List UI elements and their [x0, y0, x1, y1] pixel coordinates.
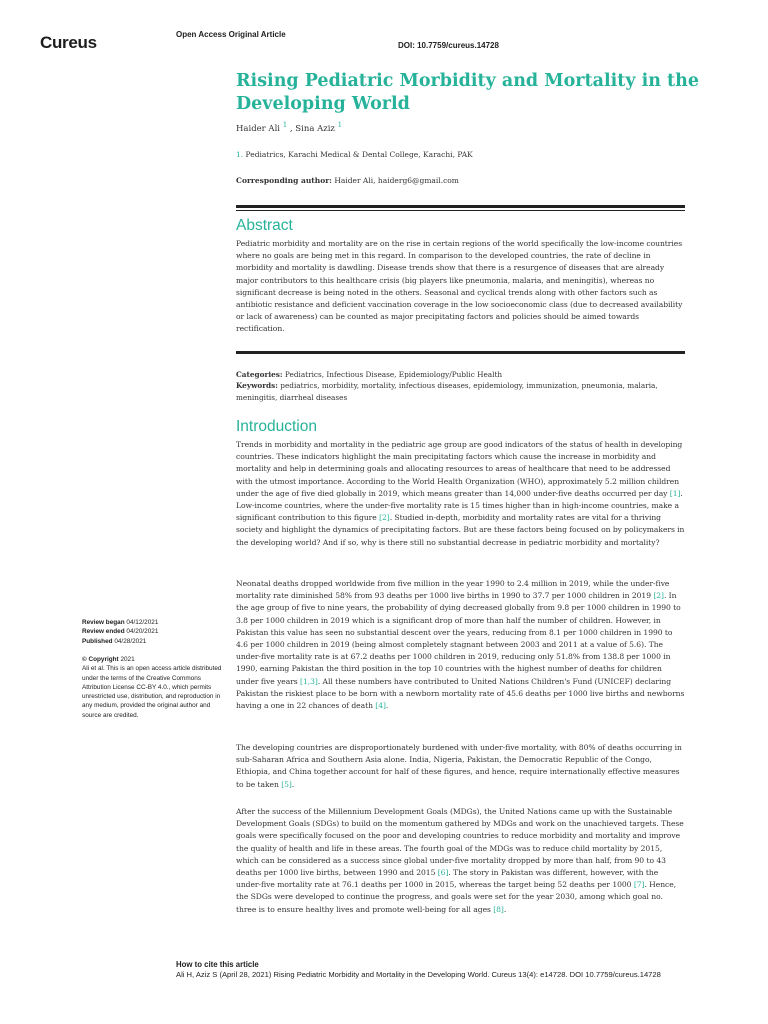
paragraph: Trends in morbidity and mortality in the pediatric age group are good indicators of the status of health in developing countries. These indicators highlight the main precipitating factors which cause the increase in morbidity and mortality and help in determining goals and allocating resources to areas of healthcare that need to be addressed with the utmost importance. According to the World Health Organization (WHO), approximately 5.2 million children under the age of five died globally in 2019, which means greater than 14,000 under-five deaths occurred per day [1]. Low-income countries, where the under-five mortality rate is 15 times higher than in high-income countries, make a significant contribution to this figure [2]. Studied in-depth, morbidity and mortality rates are vital for a thriving society and highlight the dynamics of precipitating factors. But are these factors being focused on by policymakers in the developing world? And if so, why is there still no substantial decrease in pediatric morbidity and mortality?: [236, 440, 685, 547]
reference-link[interactable]: [1,3]: [300, 676, 318, 686]
published-date: 04/28/2021: [114, 637, 147, 645]
paragraph: After the success of the Millennium Development Goals (MDGs), the United Nations came up with the Sustainable Development Goals (SDGs) to build on the momentum gathered by MDGs and work on the unachieved targets. These goals were specifically focused on the poor and developing countries to reduce morbidity and mortality and improve the quality of health and life in these areas. The fourth goal of the MDGs was to reduce child mortality by 2015, which can be considered as a success since global under-five mortality dropped by more than half, from 90 to 43 deaths per 1000 live births, between 1990 and 2015 [6]. The story in Pakistan was different, however, with the under-five mortality rate at 76.1 deaths per 1000 in 2015, whereas the target being 52 deaths per 1000 [7]. Hence, the SDGs were developed to continue the progress, and goals were set for the year 2030, among which goal no. three is to ensure healthy lives and promote well-being for all ages [8].: [236, 807, 684, 914]
categories-label: Categories:: [236, 370, 283, 379]
introduction-heading: Introduction: [236, 418, 317, 435]
license-text: Ali et al. This is an open access article distributed under the terms of the Creative Commons Attribution License CC-BY 4.0., which permits unrestricted use, distribution, and reproduction in any medium, provided the original author and source are credited.: [82, 665, 222, 719]
keywords-label: Keywords:: [236, 381, 278, 390]
review-dates: [82, 618, 222, 646]
doi[interactable]: DOI: 10.7759/cureus.14728: [398, 41, 499, 50]
divider: [236, 351, 685, 354]
divider: [236, 205, 685, 208]
reference-link[interactable]: [1]: [669, 488, 681, 498]
affiliation-number: 1.: [236, 150, 244, 159]
review-ended-date: 04/20/2021: [126, 628, 159, 636]
paragraph: The developing countries are disproportionately burdened with under-five mortality, with 80% of deaths occurring in sub-Saharan Africa and Southern Asia alone. India, Nigeria, Pakistan, the Democratic Republic of the Congo, Ethiopia, and China together account for half of these figures, and hence, require internationally effective measures to be taken [5].: [236, 743, 682, 789]
copyright-block: [82, 655, 222, 720]
corresponding-author: [236, 176, 459, 185]
copyright-year: 2021: [120, 656, 135, 663]
divider: [236, 210, 685, 211]
categories: [236, 369, 685, 381]
review-ended-label: Review ended: [82, 628, 125, 636]
copyright-label: © Copyright: [82, 656, 119, 663]
author-list: [236, 121, 342, 134]
review-began-date: 04/12/2021: [126, 619, 159, 626]
affiliation-text: Pediatrics, Karachi Medical & Dental College, Karachi, PAK: [245, 150, 473, 159]
reference-link[interactable]: [5]: [281, 779, 292, 789]
article-type: Open Access Original Article: [176, 30, 286, 39]
cureus-logo: Cureus: [40, 33, 97, 52]
keywords: [236, 380, 685, 403]
author-separator: ,: [287, 123, 296, 134]
corresponding-text: Haider Ali, haiderg6@gmail.com: [334, 176, 459, 185]
article-title: Rising Pediatric Morbidity and Mortality in the Developing World: [236, 71, 699, 114]
reference-link[interactable]: [2]: [653, 591, 664, 601]
keywords-text: pediatrics, morbidity, mortality, infectious diseases, epidemiology, immunization, pneumonia, malaria, meningitis, diarrheal diseases: [236, 381, 658, 402]
reference-link[interactable]: [7]: [633, 880, 645, 890]
author-name[interactable]: Sina Aziz: [295, 123, 335, 134]
abstract-heading: Abstract: [236, 217, 293, 234]
corresponding-label: Corresponding author:: [236, 176, 332, 185]
published-label: Published: [82, 637, 113, 645]
affiliation-marker: 1: [282, 121, 288, 129]
affiliation: [236, 150, 473, 159]
reference-link[interactable]: [8]: [493, 904, 504, 914]
author-name[interactable]: Haider Ali: [236, 123, 281, 134]
review-began-label: Review began: [82, 619, 125, 626]
reference-link[interactable]: [2]: [379, 513, 390, 523]
reference-link[interactable]: [6]: [437, 868, 449, 878]
cite-heading: How to cite this article: [176, 960, 259, 969]
categories-text: Pediatrics, Infectious Disease, Epidemiology/Public Health: [284, 370, 503, 379]
abstract-text: Pediatric morbidity and mortality are on the rise in certain regions of the world specifically the low-income countries where no goals are being met in this regard. In comparison to the developed countries, the rate of decline in morbidity and mortality is dawdling. Disease trends show that there is a resurgence of diseases that are already major contributors to this healthcare crisis (big players like pneumonia, malaria, and meningitis), whereas no significant decrease is being noted in the others. Seasonal and cyclical trends along with other factors such as antibiotic resistance and deficient vaccination coverage in the low socioeconomic class (due to decreased availability or lack of awareness) can be counted as major precipitating factors and policies should be aimed towards rectification.: [236, 239, 683, 334]
affiliation-marker: 1: [337, 121, 343, 129]
reference-link[interactable]: [4]: [375, 701, 386, 711]
paragraph: Neonatal deaths dropped worldwide from five million in the year 1990 to 2.4 million in 2019, while the under-five mortality rate diminished 58% from 93 deaths per 1000 live births in 1990 to 37.7 per 1000 children in 2019 [2]. In the age group of five to nine years, the probability of dying decreased globally from 9.8 per 1000 children in 1990 to 3.8 per 1000 children in 2019 which is a significant drop of more than half the number of children. However, in Pakistan this value has seen no substantial descent over the years, reducing from 8.1 per 1000 children in 1990 to 4.6 per 1000 children in 2019 (being almost completely stagnant between 2003 and 2011 at a value of 5.6). The under-five mortality rate is at 67.2 deaths per 1000 children in 2019, reducing only 51.8% from 138.8 per 1000 in 1990, earning Pakistan the third position in the top 10 countries with the highest number of deaths for children under five years [1,3]. All these numbers have contributed to United Nations Children's Fund (UNICEF) declaring Pakistan the riskiest place to be born with a newborn mortality rate of 45.6 deaths per 1000 live births and newborns having a one in 22 chances of death [4].: [236, 579, 685, 711]
citation-text: Ali H, Aziz S (April 28, 2021) Rising Pediatric Morbidity and Mortality in the Developing World. Cureus 13(4): e14728. DOI 10.7759/cureus.14728: [176, 970, 661, 979]
